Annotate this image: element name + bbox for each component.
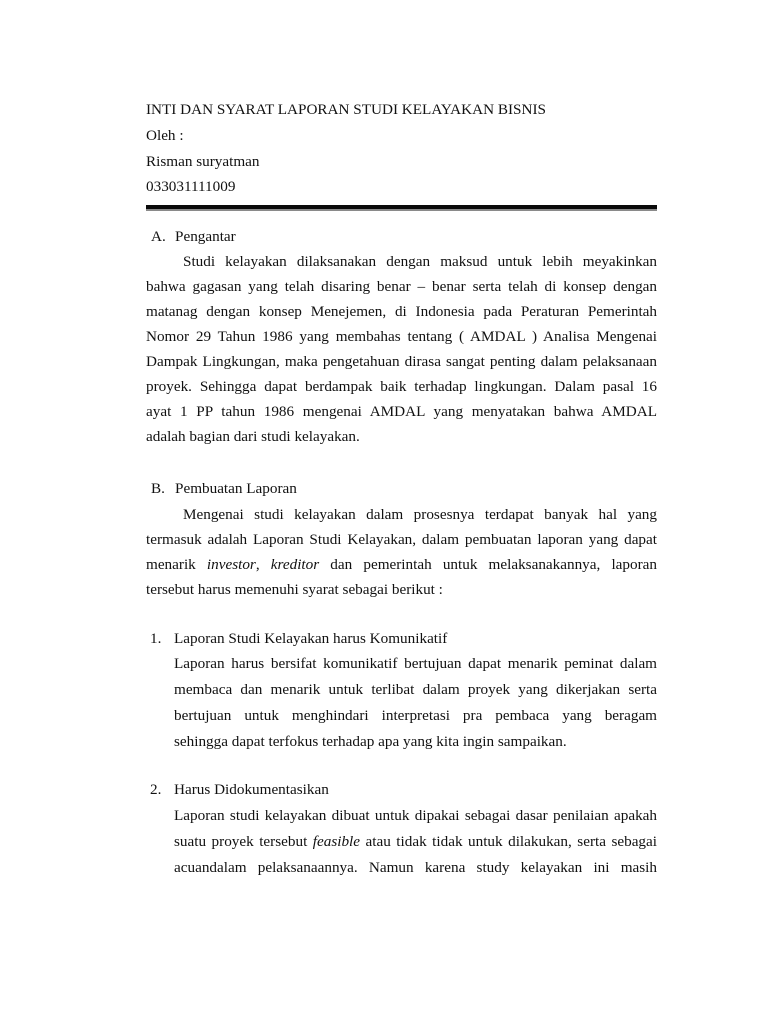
document-title: INTI DAN SYARAT LAPORAN STUDI KELAYAKAN BISNIS [146,101,546,118]
paragraph-line: membaca dan menarik untuk terlibat dalam proyek yang dikerjakan serta [174,681,657,698]
paragraph-line: acuandalam pelaksanaannya. Namun karena study kelayakan ini masih [174,859,657,876]
paragraph-line: Laporan studi kelayakan dibuat untuk dipakai sebagai dasar penilaian apakah [174,807,657,824]
text-run: menarik [146,556,207,573]
paragraph-line: Studi kelayakan dilaksanakan dengan maksud untuk lebih meyakinkan [183,253,657,270]
text-run: dan pemerintah untuk melaksanakannya, laporan [319,556,657,573]
author-name: Risman suryatman [146,153,260,170]
paragraph-line: bertujuan untuk menghindari interpretasi pra pembaca yang beragam [174,707,657,724]
paragraph-line: bahwa gagasan yang telah disaring benar – benar serta telah di konsep dengan [146,278,657,295]
italic-term-feasible: feasible [312,833,361,850]
text-run: suatu proyek tersebut [174,833,313,850]
paragraph-line: Laporan harus bersifat komunikatif bertujuan dapat menarik peminat dalam [174,655,657,672]
divider-gray-bar [146,209,657,211]
paragraph-line: Dampak Lingkungan, maka pengetahuan dirasa sangat penting dalam pelaksanaan [146,353,657,370]
list-number: 2. [150,781,162,798]
text-run: atau tidak tidak untuk dilakukan, serta sebagai [360,833,657,850]
list-number: 1. [150,630,162,647]
list-item-title: Harus Didokumentasikan [174,781,329,798]
section-marker: B. [151,480,165,497]
header-divider [146,205,657,211]
italic-term-kreditor: kreditor [270,556,320,573]
section-title: Pembuatan Laporan [175,480,297,497]
student-id: 033031111009 [146,178,236,195]
section-title: Pengantar [175,228,236,245]
paragraph-line: proyek. Sehingga dapat berdampak baik terhadap lingkungan. Dalam pasal 16 [146,378,657,395]
section-marker: A. [151,228,166,245]
paragraph-line: adalah bagian dari studi kelayakan. [146,428,360,445]
by-label: Oleh : [146,127,184,144]
list-item-title: Laporan Studi Kelayakan harus Komunikatif [174,630,448,647]
paragraph-line [146,556,657,574]
text-run: , [255,556,271,573]
paragraph-line: termasuk adalah Laporan Studi Kelayakan, dalam pembuatan laporan yang dapat [146,531,657,548]
paragraph-line: ayat 1 PP tahun 1986 mengenai AMDAL yang menyatakan bahwa AMDAL [146,403,657,420]
paragraph-line: matanag dengan konsep Menejemen, di Indonesia pada Peraturan Pemerintah [146,303,657,320]
paragraph-line: sehingga dapat terfokus terhadap apa yang kita ingin sampaikan. [174,733,567,750]
paragraph-line: Mengenai studi kelayakan dalam prosesnya terdapat banyak hal yang [183,506,657,523]
paragraph-line [174,833,657,851]
paragraph-line: Nomor 29 Tahun 1986 yang membahas tentang ( AMDAL ) Analisa Mengenai [146,328,657,345]
paragraph-line: tersebut harus memenuhi syarat sebagai berikut : [146,581,443,598]
italic-term-investor: investor [206,556,256,573]
